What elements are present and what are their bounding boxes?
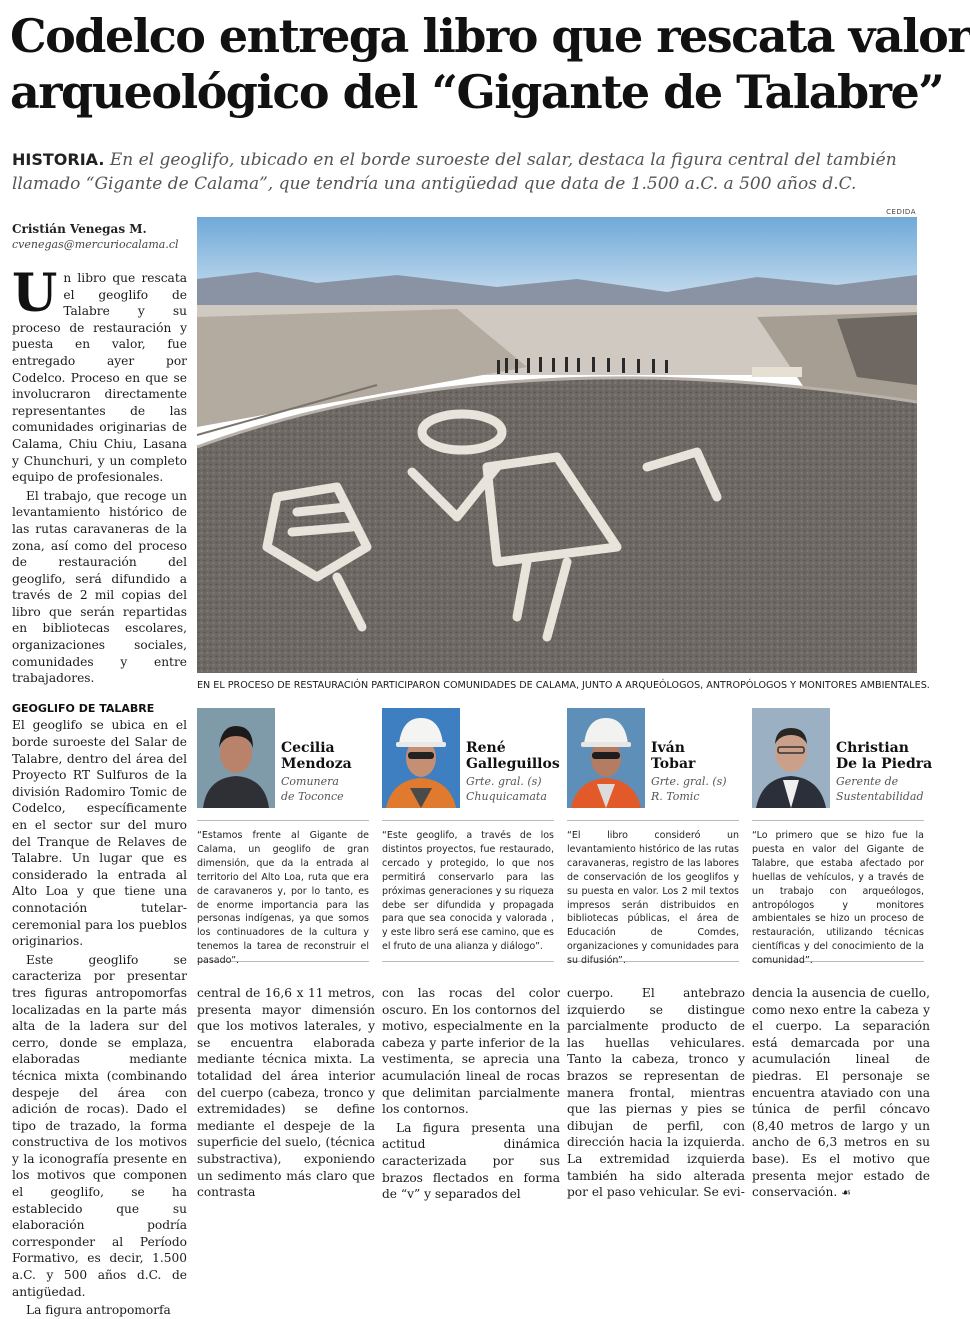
end-mark-icon: ☙ xyxy=(841,1186,851,1200)
person-role-line-1: Gerente de xyxy=(836,775,899,788)
paragraph-1: n libro que rescata el geoglifo de Talabre y su proceso de restauración y puesta en valor, fue entregado ayer por Codelco. Proceso en que se involucraron directamente representantes de las comunidades originarias de Calama, Chiu Chiu, Lasana y Chunchuri, y un completo equipo de profesionales. xyxy=(12,271,187,485)
person-name xyxy=(281,740,352,772)
portrait-image xyxy=(567,708,645,808)
paragraph-3: El geoglifo se ubica en el borde suroeste del Salar de Talabre, dentro del área del Proyecto RT Sulfuros de la división Radomiro Tomic de Codelco, específicamente en el sector sur del muro del Tranque de Relaves de Talabre. Un lugar que es considerado la entrada al Alto Loa y que tiene una connotación tutelar-ceremonial para los pueblos originarios. xyxy=(12,718,187,949)
headline-line-1: Codelco entrega libro que rescata valor xyxy=(10,9,970,63)
photo-credit: CEDIDA xyxy=(886,208,916,216)
quote: “Este geoglifo, a través de los distintos proyectos, fue restaurado, cercado y protegido, lo que nos permitirá conservarlo para las próximas generaciones y su riqueza debe ser difundida y propagada para que sea conocida y valorada , y este libro será ese camino, que es el fruto de una alianza y diálogo”. xyxy=(382,820,554,962)
byline-author: Cristián Venegas M. xyxy=(12,222,147,236)
person-role xyxy=(836,774,924,804)
quote: “Estamos frente al Gigante de Calama, un geoglifo de gran dimensión, que da la entrada al territorio del Alto Loa, ruta que era de caravaneros y, por lo tanto, es de enorme importancia para las personas indígenas, ya que somos los continuadores de la cultura y tenemos la tarea de reconstruir el pasado”. xyxy=(197,820,369,962)
person-role-line-2: de Toconce xyxy=(281,790,344,803)
person-name-line-1: René xyxy=(466,740,506,756)
paragraph-6: central de 16,6 x 11 metros, presenta mayor dimensión que los motivos laterales, y se encuentra elaborada mediante técnica mixta. La totalidad del área interior del cuerpo (cabeza, tronco y extremidades) se define mediante el despeje de la superficie del suelo, (técnica substractiva), exponiendo un sedimento más claro que contrasta xyxy=(197,986,375,1200)
portrait xyxy=(752,708,830,808)
person-role-line-2: Sustentabilidad xyxy=(836,790,924,803)
person-name-line-2: Galleguillos xyxy=(466,756,560,772)
portrait xyxy=(197,708,275,808)
person-name xyxy=(836,740,932,772)
paragraph-2: El trabajo, que recoge un levantamiento histórico de las rutas caravaneras de la zona, así como del proceso de restauración del geoglifo, será difundido a través de 2 mil copias del libro que serán repartidas en bibliotecas escolares, organizaciones sociales, comunidades y entre trabajadores. xyxy=(12,488,187,686)
article-column-1 xyxy=(12,263,187,1319)
deck xyxy=(12,148,917,196)
person-name xyxy=(651,740,695,772)
article-column-2 xyxy=(197,985,375,1201)
person-role-line-1: Comunera xyxy=(281,775,339,788)
byline-email[interactable]: cvenegas@mercuriocalama.cl xyxy=(12,238,179,251)
person-name-line-1: Christian xyxy=(836,740,909,756)
portrait xyxy=(382,708,460,808)
person-card xyxy=(752,708,933,808)
article-column-3 xyxy=(382,985,560,1203)
quote: “El libro consideró un levantamiento histórico de las rutas caravaneras, registro de las labores de conservación de los geoglifos y su puesta en valor. Los 2 mil textos impresos serán distribuidos en bibliotecas públicas, el área de Educación de Comdes, organizaciones y comunidades para su difusión”. xyxy=(567,820,739,962)
paragraph-5: La figura antropomorfa xyxy=(26,1303,171,1318)
person-card xyxy=(197,708,367,808)
article-column-5 xyxy=(752,985,930,1202)
deck-kicker: HISTORIA. xyxy=(12,150,105,169)
person-name-line-2: De la Piedra xyxy=(836,756,933,772)
quote: “Lo primero que se hizo fue la puesta en valor del Gigante de Talabre, que estaba afectado por huellas de vehículos, y a través de un trabajo con arqueólogos, antropólogos y monitores ambientales se hizo un proceso de restauración, utilizando técnicas científicas y del conocimiento de la comunidad”. xyxy=(752,820,924,962)
paragraph-10: dencia la ausencia de cuello, como nexo entre la cabeza y el cuerpo. La separación está demarcada por una acumulación lineal de piedras. El personaje se encuentra ataviado con una túnica de perfil cóncavo (8,40 metros de largo y un ancho de 6,3 metros en su base). Es el motivo que presenta mejor estado de conservación. xyxy=(752,986,930,1200)
portrait-image xyxy=(752,708,830,808)
person-role-line-1: Grte. gral. (s) xyxy=(651,775,727,788)
person-role-line-2: Chuquicamata xyxy=(466,790,547,803)
portrait-image xyxy=(197,708,275,808)
dropcap: U xyxy=(12,263,58,324)
person-role xyxy=(651,774,727,804)
headline xyxy=(10,8,970,120)
article-column-4 xyxy=(567,985,745,1201)
person-role xyxy=(466,774,547,804)
person-name-line-1: Iván xyxy=(651,740,685,756)
person-name-line-2: Tobar xyxy=(651,756,696,772)
paragraph-8: La figura presenta una actitud dinámica caracterizada por sus brazos flectados en forma de “v” y separados del xyxy=(382,1120,560,1202)
geoglyph-photo-illustration xyxy=(197,217,917,673)
person-card xyxy=(567,708,737,808)
portrait-image xyxy=(382,708,460,808)
headline-line-2: arqueológico del “Gigante de Talabre” xyxy=(10,65,944,119)
portrait xyxy=(567,708,645,808)
person-name xyxy=(466,740,560,772)
geoglyph-photo xyxy=(197,217,917,673)
deck-text: En el geoglifo, ubicado en el borde suroeste del salar, destaca la figura central del también llamado “Gigante de Calama”, que tendría una antigüedad que data de 1.500 a.C. a 500 años d.C. xyxy=(12,150,897,194)
person-role xyxy=(281,774,344,804)
paragraph-9: cuerpo. El antebrazo izquierdo se distingue parcialmente producto de las huellas vehiculares. Tanto la cabeza, tronco y brazos se representan de manera frontal, mientras que las piernas y pies se dibujan de perfil, con dirección hacia la izquierda. La extremidad izquierda también ha sido alterada por el paso vehicular. Se evi- xyxy=(567,986,745,1200)
person-card xyxy=(382,708,560,808)
subhead-geoglifo: GEOGLIFO DE TALABRE xyxy=(12,701,155,715)
paragraph-7: con las rocas del color oscuro. En los contornos del motivo, especialmente en la cabeza y parte inferior de la vestimenta, se aprecia una acumulación lineal de rocas que delimitan parcialmente los contornos. xyxy=(382,986,560,1117)
person-role-line-2: R. Tomic xyxy=(651,790,700,803)
paragraph-4: Este geoglifo se caracteriza por presentar tres figuras antropomorfas localizadas en la parte más alta de la ladera sur del cerro, donde se emplaza, elaboradas mediante técnica mixta (combinando despeje del área con adición de rocas). Dado el tipo de trazado, la forma constructiva de los motivos y la iconografía presente en los motivos que componen el geoglifo, se ha establecido que su elaboración podría corresponder al Período Formativo, es decir, 1.500 a.C. y 500 años d.C. de antigüedad. xyxy=(12,952,187,1299)
person-name-line-1: Cecilia xyxy=(281,740,335,756)
photo-caption: EN EL PROCESO DE RESTAURACIÓN PARTICIPARON COMUNIDADES DE CALAMA, JUNTO A ARQUEÓLOGOS, ANTROPÓLOGOS Y MONITORES AMBIENTALES. xyxy=(197,680,930,691)
person-name-line-2: Mendoza xyxy=(281,756,352,772)
person-role-line-1: Grte. gral. (s) xyxy=(466,775,542,788)
